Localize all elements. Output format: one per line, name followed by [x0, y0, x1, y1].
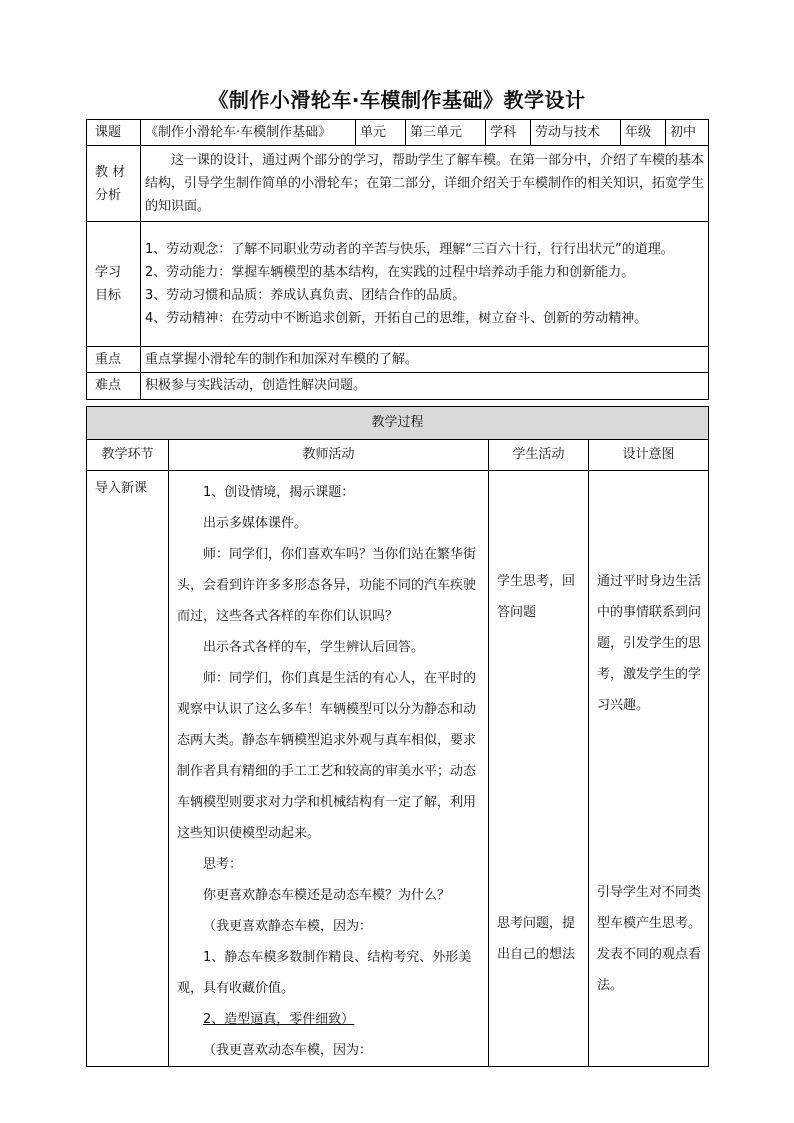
subject-value: 劳动与技术 — [531, 120, 621, 146]
teacher-activity-cell — [169, 471, 489, 1067]
difficulty-text: 积极参与实践活动，创造性解决问题。 — [141, 373, 709, 400]
difficulty-label: 难点 — [87, 373, 141, 400]
teacher-paragraph: 思考： — [203, 857, 243, 872]
process-title-row — [87, 407, 709, 440]
topic-label: 课题 — [87, 120, 141, 146]
unit-value: 第三单元 — [406, 120, 486, 146]
teacher-paragraph: （我更喜欢动态车模，因为： — [203, 1043, 373, 1058]
goals-label-line-1: 学习 — [95, 265, 122, 280]
difficulty-row — [87, 373, 709, 400]
process-section-title: 教学过程 — [87, 407, 709, 440]
process-header-row — [87, 440, 709, 471]
key-row — [87, 347, 709, 373]
goals-row — [87, 222, 709, 347]
teacher-paragraph: 2、造型逼真，零件细致） — [203, 1012, 355, 1027]
goal-item: 2、劳动能力：掌握车辆模型的基本结构，在实践的过程中培养动手能力和创新能力。 — [145, 265, 635, 280]
design-intent-2: 引导学生对不同类型车模产生思考。发表不同的观点看法。 — [597, 885, 702, 993]
topic-row — [87, 120, 709, 146]
teacher-paragraph: 师：同学们，你们喜欢车吗？当你们站在繁华街头，会看到许许多多形态各异，功能不同的汽车疾驶而过，这些各式各样的车你们认识吗？ — [177, 547, 477, 624]
teacher-paragraph: 1、静态车模多数制作精良、结构考究、外形美观，具有收藏价值。 — [177, 950, 472, 996]
subject-label: 学科 — [486, 120, 531, 146]
key-label: 重点 — [87, 347, 141, 373]
teacher-paragraph: 出示各式各样的车，学生辨认后回答。 — [203, 640, 425, 655]
analysis-label — [87, 146, 141, 222]
analysis-row — [87, 146, 709, 222]
analysis-label-line-2: 分析 — [95, 187, 122, 203]
teaching-process-table — [86, 406, 709, 1067]
teacher-paragraph: 师：同学们，你们真是生活的有心人，在平时的观察中认识了这么多车！车辆模型可以分为静态和动态两大类。静态车辆模型追求外观与真车相似，要求制作者具有精细的手工工艺和较高的审美水平；动态车辆模型则要求对力学和机械结构有一定了解，利用这些知识使模型动起来。 — [177, 671, 477, 841]
goals-label-line-2: 目标 — [95, 288, 122, 303]
lesson-info-table — [86, 119, 709, 400]
goals-list — [141, 222, 709, 347]
student-activity-cell — [489, 471, 589, 1067]
header-intent: 设计意图 — [589, 440, 709, 471]
document-title: 《制作小滑轮车·车模制作基础》教学设计 — [208, 88, 586, 112]
header-student: 学生活动 — [489, 440, 589, 471]
analysis-label-line-1: 教 材 — [95, 164, 126, 180]
teacher-paragraph: （我更喜欢静态车模，因为： — [203, 919, 373, 934]
teacher-paragraph: 1、创设情境，揭示课题： — [203, 485, 355, 500]
grade-value: 初中 — [666, 120, 709, 146]
student-activity-2: 思考问题，提出自己的想法 — [497, 916, 576, 962]
process-row-intro — [87, 471, 709, 1067]
goal-item: 4、劳动精神：在劳动中不断追求创新，开拓自己的思维，树立奋斗、创新的劳动精神。 — [145, 311, 648, 326]
student-activity-1: 学生思考，回答问题 — [497, 574, 576, 620]
header-stage: 教学环节 — [87, 440, 169, 471]
key-text: 重点掌握小滑轮车的制作和加深对车模的了解。 — [141, 347, 709, 373]
stage-cell: 导入新课 — [87, 471, 169, 1067]
design-intent-1: 通过平时身边生活中的事情联系到问题，引发学生的思考，激发学生的学习兴趣。 — [597, 574, 702, 713]
unit-label: 单元 — [356, 120, 406, 146]
topic-value: 《制作小滑轮车·车模制作基础》 — [141, 120, 356, 146]
goals-label — [87, 222, 141, 347]
grade-label: 年级 — [621, 120, 666, 146]
header-teacher: 教师活动 — [169, 440, 489, 471]
goal-item: 1、劳动观念：了解不同职业劳动者的辛苦与快乐，理解“三百六十行，行行出状元”的道理。 — [145, 242, 674, 257]
teacher-paragraph: 你更喜欢静态车模还是动态车模？为什么？ — [203, 888, 451, 903]
analysis-text: 这一课的设计，通过两个部分的学习，帮助学生了解车模。在第一部分中，介绍了车模的基本结构，引导学生制作简单的小滑轮车；在第二部分，详细介绍关于车模制作的相关知识，拓宽学生的知识面。 — [141, 146, 709, 222]
design-intent-cell — [589, 471, 709, 1067]
goal-item: 3、劳动习惯和品质：养成认真负责、团结合作的品质。 — [145, 288, 466, 303]
teacher-paragraph: 出示多媒体课件。 — [203, 516, 308, 531]
